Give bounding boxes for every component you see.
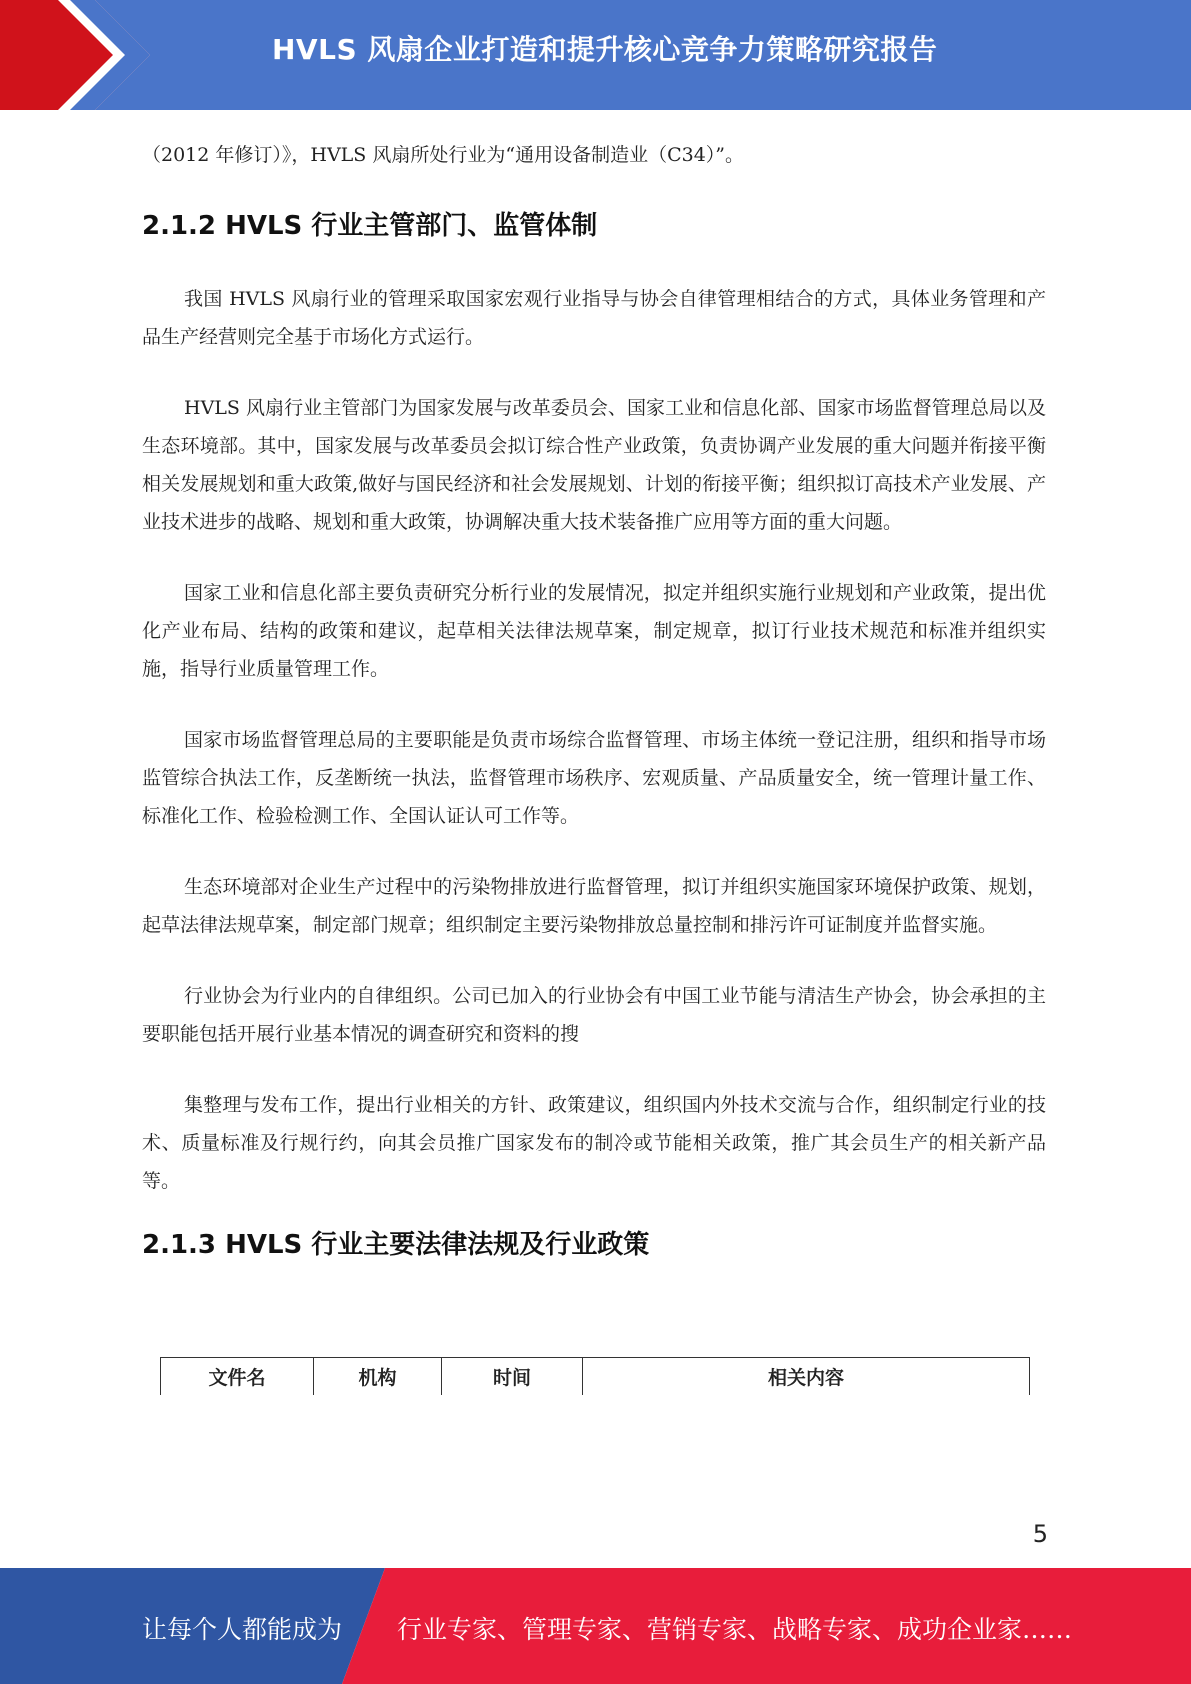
header-chevron-decoration: [0, 0, 160, 110]
table-header-cell: 时间: [442, 1358, 583, 1395]
table-header-cell: 相关内容: [767, 1367, 844, 1389]
section-heading-2-1-2: 2.1.2 HVLS 行业主管部门、监管体制: [142, 211, 598, 241]
document-body: [142, 136, 1046, 1290]
section-heading-2-1-3: 2.1.3 HVLS 行业主要法律法规及行业政策: [142, 1230, 650, 1260]
intro-line: （2012 年修订）》，HVLS 风扇所处行业为“通用设备制造业（C34）”。: [142, 144, 744, 166]
paragraph: HVLS 风扇行业主管部门为国家发展与改革委员会、国家工业和信息化部、国家市场监督管理总局以及生态环境部。其中，国家发展与改革委员会拟订综合性产业政策，负责协调产业发展的重大问题并衔接平衡相关发展规划和重大政策,做好与国民经济和社会发展规划、计划的衔接平衡；组织拟订高技术产业发展、产业技术进步的战略、规划和重大政策，协调解决重大技术装备推广应用等方面的重大问题。: [142, 397, 1046, 533]
paragraph: 集整理与发布工作，提出行业相关的方针、政策建议，组织国内外技术交流与合作，组织制定行业的技术、质量标准及行规行约，向其会员推广国家发布的制冷或节能相关政策，推广其会员生产的相关新产品等。: [142, 1094, 1046, 1192]
page-header: [0, 0, 1191, 110]
page-footer: [0, 1568, 1191, 1684]
table-header-cell: 机构: [314, 1358, 442, 1395]
policy-table-header: [160, 1357, 1030, 1395]
report-title: HVLS 风扇企业打造和提升核心竞争力策略研究报告: [272, 33, 938, 66]
paragraph: 我国 HVLS 风扇行业的管理采取国家宏观行业指导与协会自律管理相结合的方式，具体业务管理和产品生产经营则完全基于市场化方式运行。: [142, 288, 1046, 348]
paragraph: 国家市场监督管理总局的主要职能是负责市场综合监督管理、市场主体统一登记注册，组织和指导市场监管综合执法工作，反垄断统一执法，监督管理市场秩序、宏观质量、产品质量安全，统一管理计量工作、标准化工作、检验检测工作、全国认证认可工作等。: [142, 729, 1046, 827]
table-header-cell: 文件名: [161, 1358, 314, 1395]
footer-slogan-right: 行业专家、管理专家、营销专家、战略专家、成功企业家……: [397, 1615, 1073, 1644]
page-number: 5: [1032, 1520, 1048, 1548]
paragraph: 生态环境部对企业生产过程中的污染物排放进行监督管理，拟订并组织实施国家环境保护政策、规划，起草法律法规草案，制定部门规章；组织制定主要污染物排放总量控制和排污许可证制度并监督实施。: [142, 876, 1046, 936]
paragraph: 行业协会为行业内的自律组织。公司已加入的行业协会有中国工业节能与清洁生产协会，协会承担的主要职能包括开展行业基本情况的调查研究和资料的搜: [142, 985, 1046, 1045]
footer-slogan-left: 让每个人都能成为: [142, 1615, 343, 1644]
paragraph: 国家工业和信息化部主要负责研究分析行业的发展情况，拟定并组织实施行业规划和产业政策，提出优化产业布局、结构的政策和建议，起草相关法律法规草案，制定规章，拟订行业技术规范和标准并组织实施，指导行业质量管理工作。: [142, 582, 1046, 680]
